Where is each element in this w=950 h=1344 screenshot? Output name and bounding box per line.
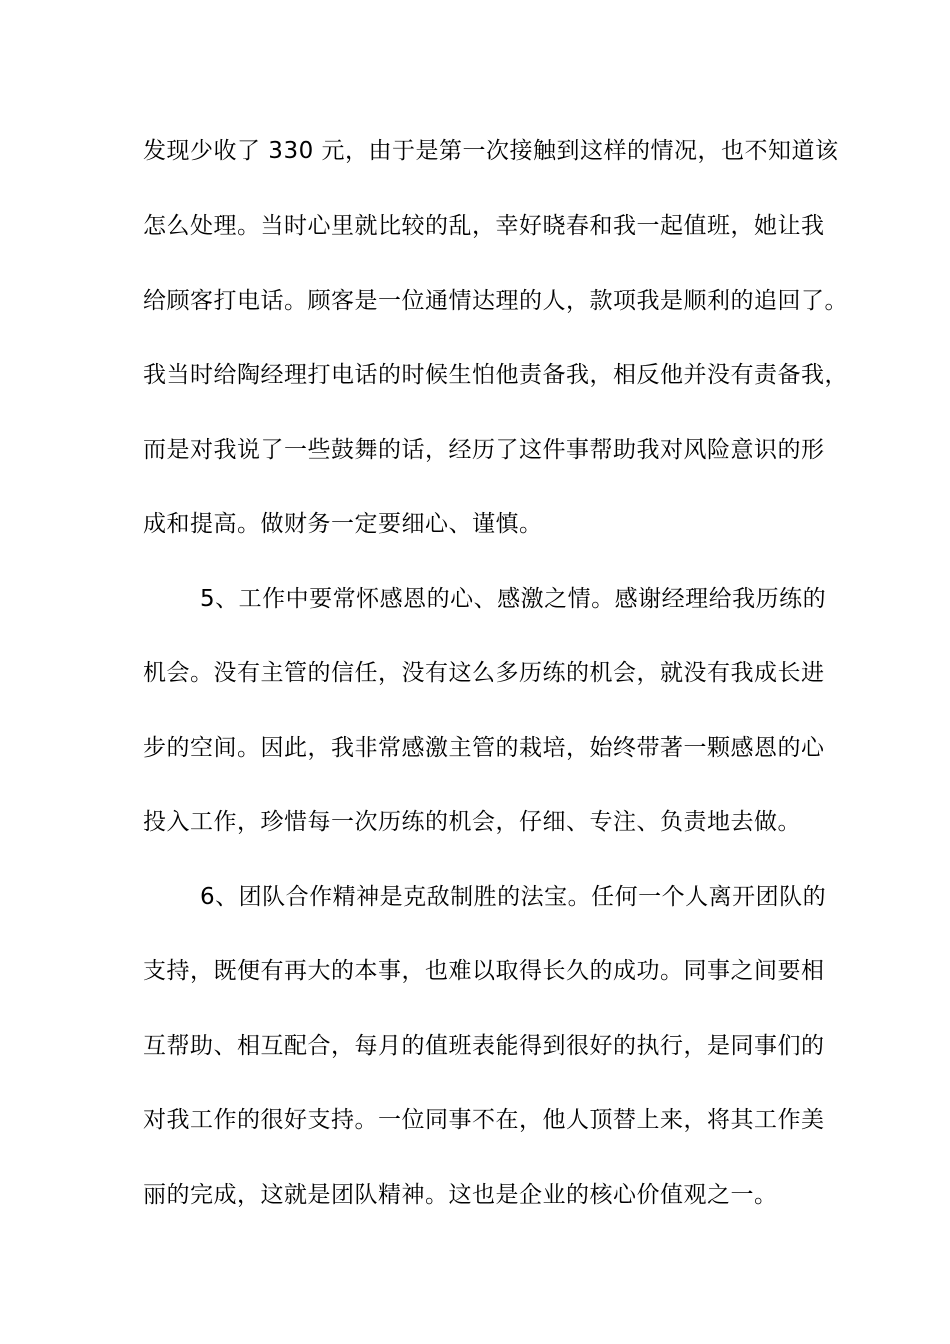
- text-line: 丽的完成，这就是团队精神。这也是企业的核心价值观之一。: [143, 1182, 778, 1208]
- text-line: 我当时给陶经理打电话的时候生怕他责备我，相反他并没有责备我，: [143, 362, 848, 388]
- text-line: 而是对我说了一些鼓舞的话，经历了这件事帮助我对风险意识的形: [143, 437, 825, 463]
- paragraph-start-line: 6、团队合作精神是克敌制胜的法宝。任何一个人离开团队的: [200, 884, 827, 910]
- text-line: 对我工作的很好支持。一位同事不在，他人顶替上来，将其工作美: [143, 1107, 825, 1133]
- text-line: 机会。没有主管的信任，没有这么多历练的机会，就没有我成长进: [143, 660, 825, 686]
- text-line: 成和提高。做财务一定要细心、谨慎。: [143, 511, 543, 537]
- text-line: 发现少收了 330 元，由于是第一次接触到这样的情况，也不知道该: [143, 138, 839, 164]
- text-line: 给顾客打电话。顾客是一位通情达理的人，款项我是顺利的追回了。: [143, 288, 848, 314]
- text-line: 步的空间。因此，我非常感激主管的栽培，始终带著一颗感恩的心: [143, 735, 825, 761]
- paragraph-start-line: 5、工作中要常怀感恩的心、感激之情。感谢经理给我历练的: [200, 586, 827, 612]
- text-line: 互帮助、相互配合，每月的值班表能得到很好的执行，是同事们的: [143, 1033, 825, 1059]
- text-line: 投入工作，珍惜每一次历练的机会，仔细、专注、负责地去做。: [143, 809, 801, 835]
- text-line: 支持，既便有再大的本事，也难以取得长久的成功。同事之间要相: [143, 958, 825, 984]
- text-line: 怎么处理。当时心里就比较的乱，幸好晓春和我一起值班，她让我: [143, 213, 825, 239]
